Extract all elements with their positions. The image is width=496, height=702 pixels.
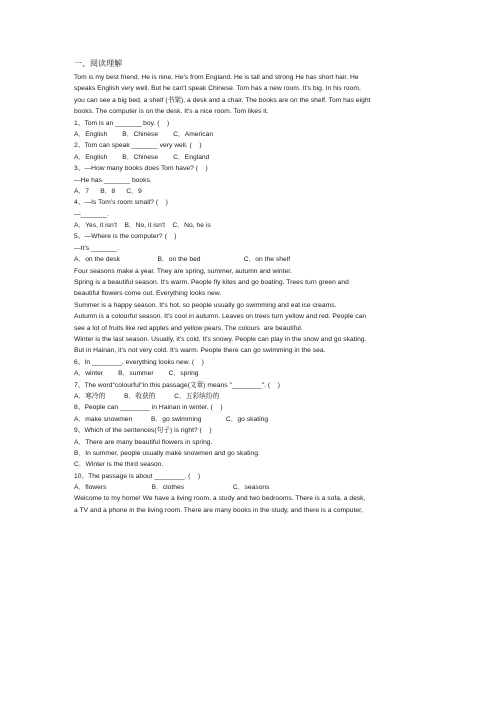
text-line: 1、Tom is an _______ boy. ( ) — [74, 119, 170, 127]
text-line: A．on the desk B．on the bed C．on the shelf — [74, 256, 291, 264]
text-line: Summer is a happy season. It's hot, so people usually go swimming and eat ice creams. — [74, 301, 337, 309]
text-line: —He has _______ books. — [74, 176, 152, 184]
text-line: a TV and a phone in the living room. There are many books in the study, and there is a computer, — [74, 506, 363, 514]
text-line: 3、—How many books does Tom have? ( ) — [74, 165, 208, 173]
text-line: A．There are many beautiful flowers in spring. — [74, 438, 213, 446]
text-line: see a lot of fruits like red apples and yellow pears. The colours are beautiful. — [74, 324, 303, 332]
text-line: Tom is my best friend. He is nine. He's from England. He is tall and strong He has short hair. He — [74, 74, 359, 81]
text-lines — [74, 72, 434, 516]
text-line: 6、In ________, everything looks new. ( ) — [74, 358, 204, 366]
text-line: A．winter B．summer C．spring — [74, 370, 199, 378]
text-line: 10、The passage is about ________. ( ) — [74, 472, 201, 480]
text-line: A．7 B．8 C．9 — [74, 187, 142, 195]
text-line: A．flowers B．clothes C．seasons — [74, 484, 270, 492]
text-line: C．Winter is the third season. — [74, 461, 164, 469]
text-line: A．English B．Chinese C．American — [74, 130, 214, 138]
text-line: A．make snowmen B．go swimming C．go skating — [74, 415, 269, 423]
text-line: you can see a big bed, a shelf (书架), a desk and a chair. The books are on the shelf. Tom has eight — [74, 96, 371, 104]
text-line: A．寒冷的 B．收获的 C．五彩缤纷的 — [74, 392, 220, 400]
text-line: Four seasons make a year. They are spring, summer, autumn and winter. — [74, 267, 292, 275]
text-line: 7、The word"colourful"in this passage(文章) means "________". ( ) — [74, 381, 280, 389]
text-line: A．Yes, it isn't B．No, it isn't C．No, he is — [74, 222, 211, 230]
text-line: 5、—Where is the computer? ( ) — [74, 233, 177, 241]
text-line: A．English B．Chinese C．England — [74, 153, 210, 161]
section-heading: 一、阅读理解 — [74, 59, 123, 68]
text-line: 4、—Is Tom's room small? ( ) — [74, 199, 168, 207]
text-line: Spring is a beautiful season. It's warm. People fly kites and go boating. Trees turn green and — [74, 279, 349, 287]
text-line: beautiful flowers come out. Everything looks new. — [74, 290, 222, 298]
document-body — [74, 58, 434, 516]
text-line: Winter is the last season. Usually, it's cold. It's snowy. People can play in the snow and go skating. — [74, 335, 367, 343]
text-line: books. The computer is on the desk. It's a nice room. Tom likes it. — [74, 108, 269, 116]
text-line: Welcome to my home! We have a living room, a study and two bedrooms. There is a sofa, a desk, — [74, 495, 366, 503]
text-line: 9、Which of the sentences(句子) is right? ( ) — [74, 427, 212, 435]
text-line: B．In summer, people usually make snowmen and go skating. — [74, 449, 260, 457]
text-line: Autumn is a colourful season. It's cool in autumn. Leaves on trees turn yellow and red. People can — [74, 313, 367, 321]
text-line: But in Hainan, it's not very cold. It's warm. People there can go swimming in the sea. — [74, 347, 326, 355]
text-line: 8、People can ________ in Hainan in winter. ( ) — [74, 404, 223, 412]
text-line: —_______. — [74, 210, 109, 218]
text-line: speaks English very well. But he can't speak Chinese. Tom has a new room. It's big. In his room, — [74, 85, 361, 93]
text-line: 2、Tom can speak _______ very well. ( ) — [74, 142, 202, 150]
text-line: —It's _______. — [74, 244, 120, 252]
